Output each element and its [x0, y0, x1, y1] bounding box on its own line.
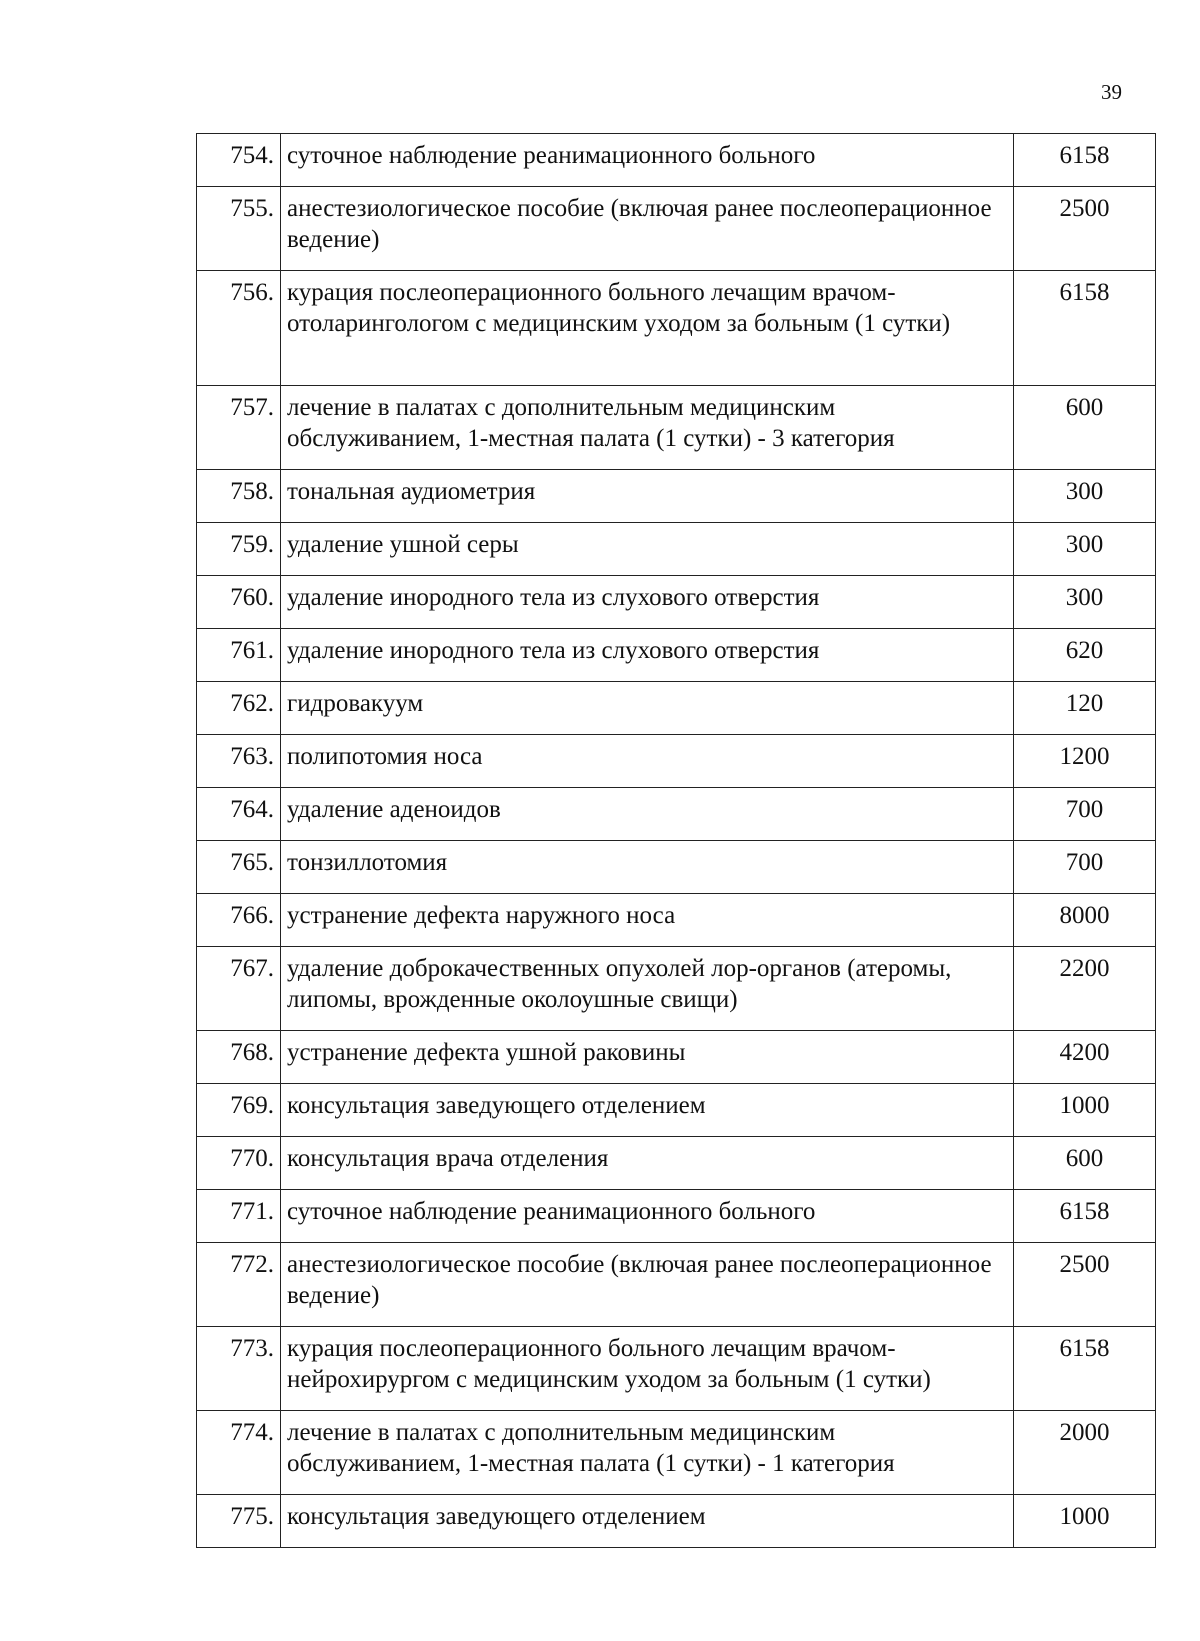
row-number: 771. — [197, 1190, 281, 1243]
row-number: 762. — [197, 682, 281, 735]
row-number: 773. — [197, 1327, 281, 1411]
service-price: 6158 — [1014, 1327, 1156, 1411]
row-number: 760. — [197, 576, 281, 629]
row-number: 775. — [197, 1495, 281, 1548]
table-row — [197, 1084, 1156, 1137]
table-row — [197, 629, 1156, 682]
service-name: лечение в палатах с дополнительным медицинским обслуживанием, 1-местная палата (1 сутки) - 3 категория — [281, 386, 1014, 470]
service-name: тональная аудиометрия — [281, 470, 1014, 523]
price-table-body — [197, 134, 1156, 1548]
service-price: 2200 — [1014, 947, 1156, 1031]
row-number: 768. — [197, 1031, 281, 1084]
service-name: удаление инородного тела из слухового отверстия — [281, 576, 1014, 629]
service-price: 4200 — [1014, 1031, 1156, 1084]
service-name: курация послеоперационного больного лечащим врачом-отоларингологом с медицинским уходом за больным (1 сутки) — [281, 271, 1014, 386]
service-price: 600 — [1014, 386, 1156, 470]
service-name: анестезиологическое пособие (включая ранее послеоперационное ведение) — [281, 1243, 1014, 1327]
service-price: 2000 — [1014, 1411, 1156, 1495]
table-row — [197, 271, 1156, 386]
service-price: 6158 — [1014, 1190, 1156, 1243]
table-row — [197, 1327, 1156, 1411]
service-price: 700 — [1014, 841, 1156, 894]
table-row — [197, 947, 1156, 1031]
service-name: удаление аденоидов — [281, 788, 1014, 841]
service-price: 600 — [1014, 1137, 1156, 1190]
table-row — [197, 1411, 1156, 1495]
table-row — [197, 894, 1156, 947]
row-number: 765. — [197, 841, 281, 894]
service-name: суточное наблюдение реанимационного больного — [281, 1190, 1014, 1243]
table-row — [197, 1495, 1156, 1548]
service-price: 8000 — [1014, 894, 1156, 947]
service-price: 300 — [1014, 576, 1156, 629]
service-price: 2500 — [1014, 1243, 1156, 1327]
table-row — [197, 523, 1156, 576]
row-number: 766. — [197, 894, 281, 947]
row-number: 763. — [197, 735, 281, 788]
table-row — [197, 187, 1156, 271]
price-table — [196, 133, 1156, 1548]
service-name: полипотомия носа — [281, 735, 1014, 788]
service-name: тонзиллотомия — [281, 841, 1014, 894]
row-number: 774. — [197, 1411, 281, 1495]
service-name: суточное наблюдение реанимационного больного — [281, 134, 1014, 187]
service-name: консультация врача отделения — [281, 1137, 1014, 1190]
service-price: 1000 — [1014, 1084, 1156, 1137]
table-row — [197, 1190, 1156, 1243]
service-name: удаление доброкачественных опухолей лор-органов (атеромы, липомы, врожденные околоушные свищи) — [281, 947, 1014, 1031]
row-number: 770. — [197, 1137, 281, 1190]
service-price: 120 — [1014, 682, 1156, 735]
service-name: анестезиологическое пособие (включая ранее послеоперационное ведение) — [281, 187, 1014, 271]
row-number: 756. — [197, 271, 281, 386]
page-number: 39 — [1101, 80, 1122, 104]
service-price: 300 — [1014, 470, 1156, 523]
table-row — [197, 1031, 1156, 1084]
table-row — [197, 1137, 1156, 1190]
service-price: 620 — [1014, 629, 1156, 682]
service-name: устранение дефекта наружного носа — [281, 894, 1014, 947]
table-row — [197, 470, 1156, 523]
table-row — [197, 134, 1156, 187]
table-row — [197, 682, 1156, 735]
service-price: 1200 — [1014, 735, 1156, 788]
service-price: 2500 — [1014, 187, 1156, 271]
row-number: 757. — [197, 386, 281, 470]
service-name: лечение в палатах с дополнительным медицинским обслуживанием, 1-местная палата (1 сутки) - 1 категория — [281, 1411, 1014, 1495]
service-name: консультация заведующего отделением — [281, 1495, 1014, 1548]
row-number: 761. — [197, 629, 281, 682]
row-number: 755. — [197, 187, 281, 271]
row-number: 764. — [197, 788, 281, 841]
service-name: удаление инородного тела из слухового отверстия — [281, 629, 1014, 682]
row-number: 769. — [197, 1084, 281, 1137]
service-name: гидровакуум — [281, 682, 1014, 735]
service-name: консультация заведующего отделением — [281, 1084, 1014, 1137]
table-row — [197, 1243, 1156, 1327]
table-row — [197, 735, 1156, 788]
row-number: 754. — [197, 134, 281, 187]
table-row — [197, 386, 1156, 470]
table-row — [197, 788, 1156, 841]
service-name: удаление ушной серы — [281, 523, 1014, 576]
row-number: 767. — [197, 947, 281, 1031]
row-number: 759. — [197, 523, 281, 576]
row-number: 772. — [197, 1243, 281, 1327]
table-row — [197, 841, 1156, 894]
service-price: 700 — [1014, 788, 1156, 841]
table-row — [197, 576, 1156, 629]
service-name: устранение дефекта ушной раковины — [281, 1031, 1014, 1084]
service-price: 6158 — [1014, 271, 1156, 386]
service-price: 6158 — [1014, 134, 1156, 187]
service-price: 1000 — [1014, 1495, 1156, 1548]
row-number: 758. — [197, 470, 281, 523]
service-name: курация послеоперационного больного лечащим врачом-нейрохирургом с медицинским уходом за больным (1 сутки) — [281, 1327, 1014, 1411]
service-price: 300 — [1014, 523, 1156, 576]
